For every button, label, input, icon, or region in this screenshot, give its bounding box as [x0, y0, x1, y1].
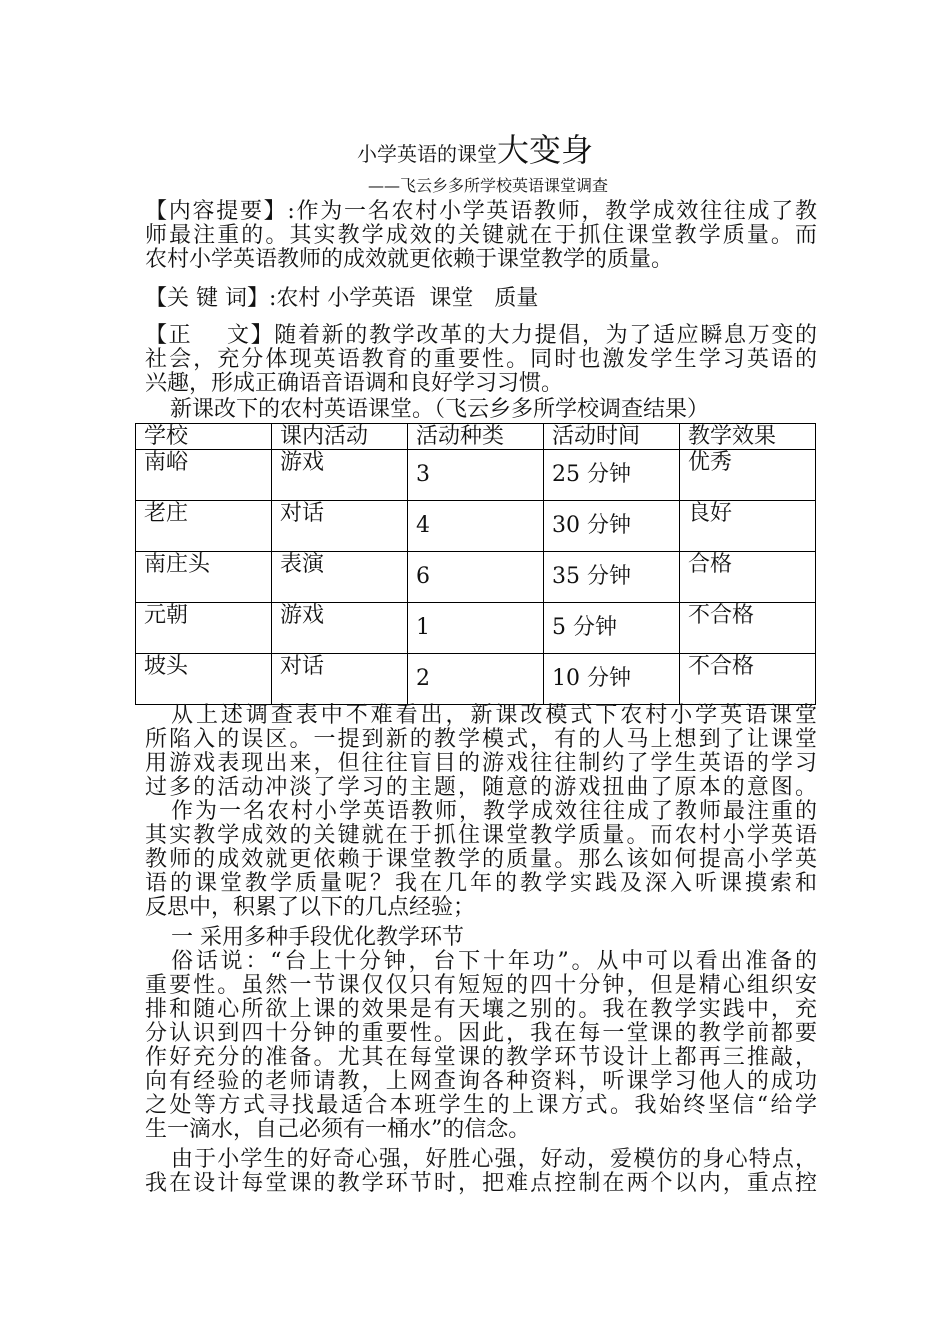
table-row: [136, 654, 816, 705]
paragraph-line: 作好充分的准备。尤其在每堂课的教学环节设计上都再三推敲，: [145, 1045, 817, 1070]
cell-activity-time: 25 分钟: [544, 450, 680, 501]
cell-activity: 表演: [272, 552, 408, 603]
document-subtitle: ——飞云乡多所学校英语课堂调查: [368, 176, 609, 195]
cell-school: 老庄: [136, 501, 272, 552]
paragraph-line: 过多的活动冲淡了学习的主题，随意的游戏扭曲了原本的意图。: [145, 775, 817, 800]
paragraph-line: 分认识到四十分钟的重要性。因此，我在每一堂课的教学前都要: [145, 1021, 817, 1046]
paragraph-4: [145, 1148, 817, 1196]
cell-teaching-effect: 不合格: [680, 603, 816, 654]
paragraph-line: 俗话说：“台上十分钟，台下十年功”。从中可以看出准备的: [171, 949, 817, 974]
cell-activity-time: 35 分钟: [544, 552, 680, 603]
abstract-line: 【内容提要】:作为一名农村小学英语教师，教学成效往往成了教: [145, 199, 817, 224]
paragraph-line: 其实教学成效的关键就在于抓住课堂教学质量。而农村小学英语: [145, 823, 817, 848]
table-row: [136, 552, 816, 603]
header-cell-activity: 课内活动: [272, 424, 408, 450]
document-title: [0, 128, 950, 176]
survey-table: [135, 423, 816, 705]
header-cell-school: 学校: [136, 424, 272, 450]
title-main: 小学英语的课堂: [356, 142, 497, 166]
cell-activity: 游戏: [272, 450, 408, 501]
cell-activity: 对话: [272, 501, 408, 552]
paragraph-line: 生一滴水，自己必须有一桶水”的信念。: [145, 1117, 531, 1142]
paragraph-line: 我在设计每堂课的教学环节时，把难点控制在两个以内，重点控: [145, 1171, 817, 1196]
header-cell-activity-time: 活动时间: [544, 424, 680, 450]
abstract-line: 师最注重的。其实教学成效的关键就在于抓住课堂教学质量。而: [145, 223, 817, 248]
abstract-line: 农村小学英语教师的成效就更依赖于课堂教学的质量。: [145, 247, 674, 272]
cell-activity-types: 6: [408, 552, 544, 603]
paragraph-line: 反思中，积累了以下的几点经验；: [145, 895, 476, 920]
paragraph-line: 语的课堂教学质量呢？我在几年的教学实践及深入听课摸索和: [145, 871, 817, 896]
cell-activity-types: 2: [408, 654, 544, 705]
paragraph-line: 所陷入的误区。一提到新的教学模式，有的人马上想到了让课堂: [145, 727, 817, 752]
paragraph-line: 作为一名农村小学英语教师，教学成效往往成了教师最注重的: [171, 799, 817, 824]
paragraph-line: 教师的成效就更依赖于课堂教学的质量。那么该如何提高小学英: [145, 847, 817, 872]
abstract-paragraph: [145, 200, 817, 272]
cell-school: 南峪: [136, 450, 272, 501]
paragraph-2: [145, 800, 817, 920]
keywords-line: 【关 键 词】:农村 小学英语 课堂 质量: [145, 286, 539, 311]
paragraph-line: 由于小学生的好奇心强，好胜心强，好动，爱模仿的身心特点，: [171, 1147, 817, 1172]
paragraph-line: 之处等方式寻找最适合本班学生的上课方式。我始终坚信“给学: [145, 1093, 817, 1118]
body-intro-paragraph: [145, 324, 817, 396]
header-cell-activity-types: 活动种类: [408, 424, 544, 450]
paragraph-line: 从上述调查表中不难看出，新课改模式下农村小学英语课堂: [171, 703, 817, 728]
paragraph-line: 向有经验的老师请教，上网查询各种资料，听课学习他人的成功: [145, 1069, 817, 1094]
paragraph-1: [145, 704, 817, 800]
cell-teaching-effect: 合格: [680, 552, 816, 603]
cell-activity: 游戏: [272, 603, 408, 654]
cell-teaching-effect: 良好: [680, 501, 816, 552]
cell-activity-types: 1: [408, 603, 544, 654]
title-emphasis: 大变身: [496, 131, 593, 169]
table-caption: 新课改下的农村英语课堂。（飞云乡多所学校调查结果）: [170, 397, 710, 422]
cell-teaching-effect: 优秀: [680, 450, 816, 501]
paragraph-line: 用游戏表现出来，但往往盲目的游戏往往制约了学生英语的学习: [145, 751, 817, 776]
table-header-row: [136, 424, 816, 450]
paragraph-line: 排和随心所欲上课的效果是有天壤之别的。我在教学实践中，充: [145, 997, 817, 1022]
body-intro-line: 【正 文】随着新的教学改革的大力提倡，为了适应瞬息万变的: [145, 323, 817, 348]
cell-teaching-effect: 不合格: [680, 654, 816, 705]
header-cell-teaching-effect: 教学效果: [680, 424, 816, 450]
cell-activity-time: 10 分钟: [544, 654, 680, 705]
paragraph-line: 重要性。虽然一节课仅仅只有短短的四十分钟，但是精心组织安: [145, 973, 817, 998]
body-intro-line: 兴趣，形成正确语音语调和良好学习习惯。: [145, 371, 564, 396]
table-row: [136, 501, 816, 552]
cell-activity-types: 4: [408, 501, 544, 552]
body-intro-line: 社会，充分体现英语教育的重要性。同时也激发学生学习英语的: [145, 347, 817, 372]
cell-school: 南庄头: [136, 552, 272, 603]
cell-school: 坡头: [136, 654, 272, 705]
cell-activity: 对话: [272, 654, 408, 705]
cell-activity-time: 30 分钟: [544, 501, 680, 552]
table-row: [136, 603, 816, 654]
table-row: [136, 450, 816, 501]
cell-activity-time: 5 分钟: [544, 603, 680, 654]
cell-school: 元朝: [136, 603, 272, 654]
section-heading-1: 一 采用多种手段优化教学环节: [171, 925, 464, 950]
paragraph-3: [145, 950, 817, 1142]
cell-activity-types: 3: [408, 450, 544, 501]
